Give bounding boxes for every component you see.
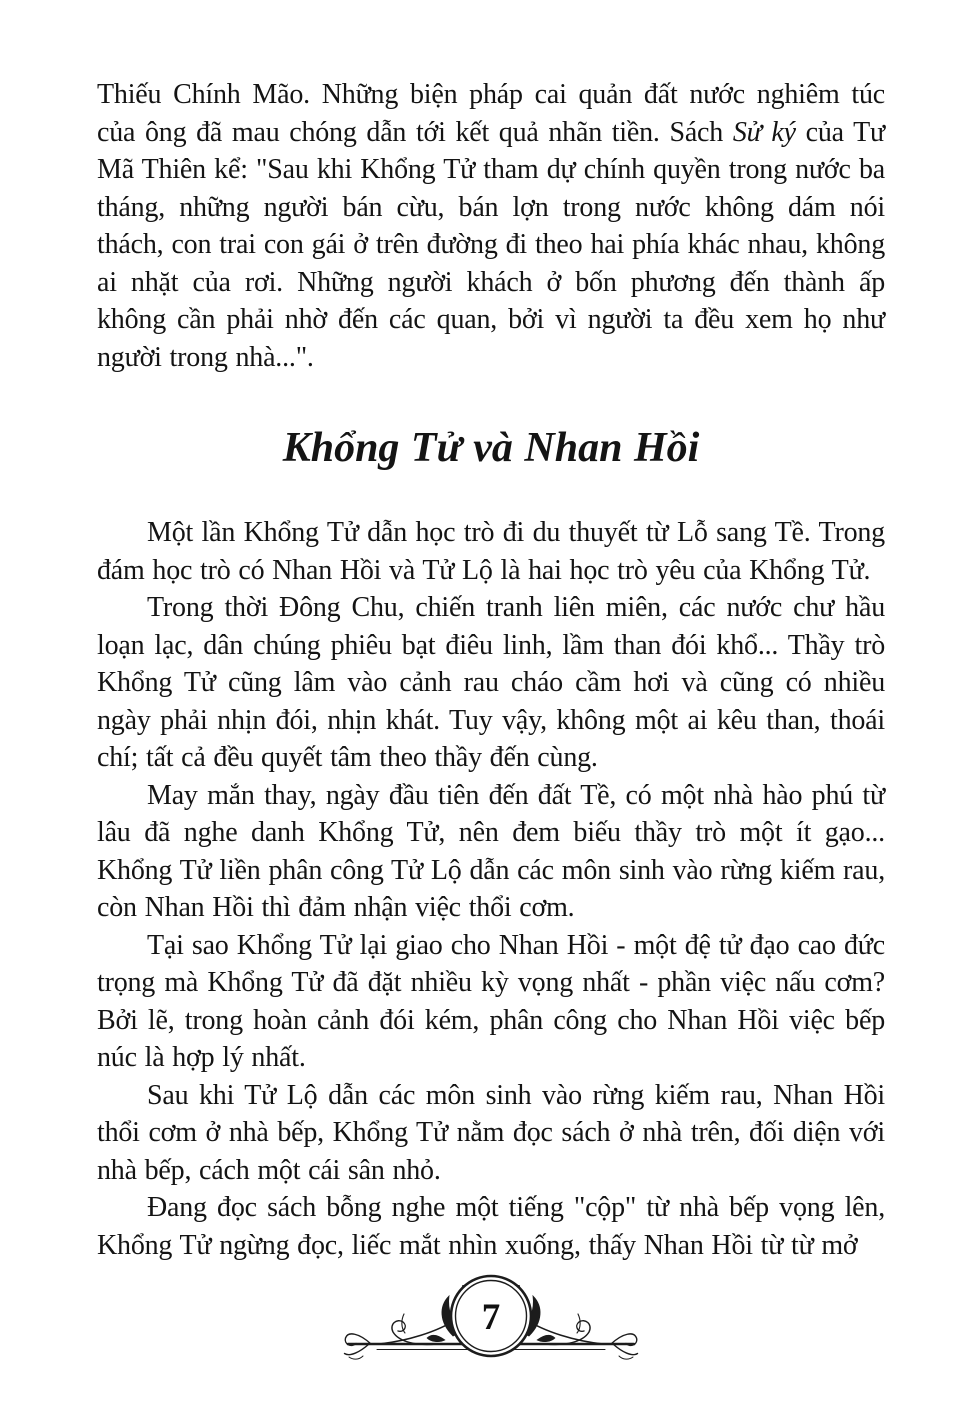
text-run: Thiếu Chính Mão. Những biện pháp cai quản đất nước nghiêm túc của ông đã mau chóng dẫn tới kết quả nhãn tiền. Sách (97, 79, 885, 148)
flourish-ornament-icon (341, 1270, 641, 1382)
paragraph: Một lần Khổng Tử dẫn học trò đi du thuyết từ Lỗ sang Tề. Trong đám học trò có Nhan Hồi và Tử Lộ là hai học trò yêu của Khổng Tử. (97, 517, 885, 586)
paragraph: May mắn thay, ngày đầu tiên đến đất Tề, có một nhà hào phú từ lâu đã nghe danh Khổng Tử, nên đem biếu thầy trò một ít gạo... Khổng Tử liền phân công Tử Lộ dẫn các môn sinh vào rừng kiếm rau, còn Nhan Hồi thì đảm nhận việc thổi cơm. (97, 779, 885, 923)
page-footer (97, 1270, 885, 1382)
paragraph: Tại sao Khổng Tử lại giao cho Nhan Hồi - một đệ tử đạo cao đức trọng mà Khổng Tử đã đặt nhiều kỳ vọng nhất - phần việc nấu cơm? Bởi lẽ, trong hoàn cảnh đói kém, phân công cho Nhan Hồi việc bếp núc là hợp lý nhất. (97, 929, 885, 1073)
chapter-title: Khổng Tử và Nhan Hồi (282, 425, 700, 471)
paragraph: Đang đọc sách bỗng nghe một tiếng "cộp" từ nhà bếp vọng lên, Khổng Tử ngừng đọc, liếc mắt nhìn xuống, thấy Nhan Hồi từ từ mở (97, 1192, 885, 1261)
paragraph: Trong thời Đông Chu, chiến tranh liên miên, các nước chư hầu loạn lạc, dân chúng phiêu bạt điêu linh, lầm than đói khổ... Thầy trò Khổng Tử cũng lâm vào cảnh rau cháo cầm hơi và cũng có nhiều ngày phải nhịn đói, nhịn khát. Tuy vậy, không một ai kêu than, thoái chí; tất cả đều quyết tâm theo thầy đến cùng. (97, 592, 885, 773)
page-number: 7 (481, 1297, 501, 1338)
paragraph-continuation (97, 76, 885, 376)
paragraph: Sau khi Tử Lộ dẫn các môn sinh vào rừng kiếm rau, Nhan Hồi thổi cơm ở nhà bếp, Khổng Tử nằm đọc sách ở nhà trên, đối diện với nhà bếp, cách một cái sân nhỏ. (97, 1079, 885, 1186)
text-run: của Tư Mã Thiên kể: "Sau khi Khổng Tử tham dự chính quyền trong nước ba tháng, những người bán cừu, bán lợn trong nước không dám nói thách, con trai con gái ở trên đường đi theo hai phía khác nhau, không ai nhặt của rơi. Những người khách ở bốn phương đến thành ấp không cần phải nhờ đến các quan, bởi vì người ta đều xem họ như người trong nhà...". (97, 116, 885, 373)
cited-book-title: Sử ký (732, 116, 796, 148)
